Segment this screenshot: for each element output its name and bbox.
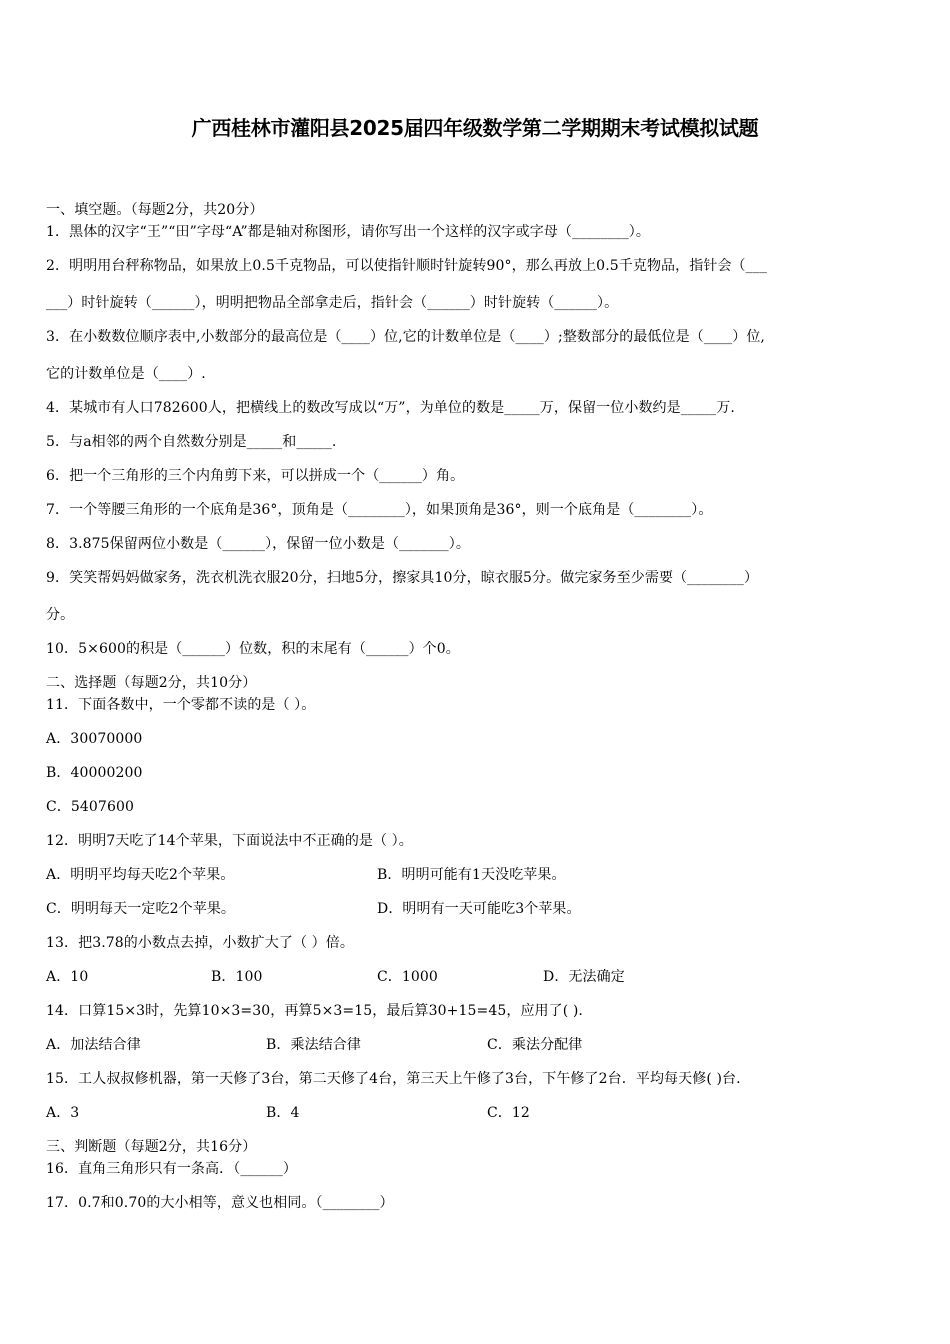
question-13-option-d: D．无法确定 bbox=[543, 969, 625, 985]
section-header-fill-blank: 一、填空题。（每题2分，共20分） bbox=[46, 202, 264, 218]
question-8: 8．3.875保留两位小数是（______），保留一位小数是（_______）。 bbox=[46, 536, 470, 552]
question-12: 12．明明7天吃了14个苹果，下面说法中不正确的是（ ）。 bbox=[46, 833, 413, 849]
question-13-option-a: A．10 bbox=[46, 969, 89, 985]
exam-content bbox=[46, 200, 906, 1227]
question-1: 1．黑体的汉字“王”“田”字母“A”都是轴对称图形，请你写出一个这样的汉字或字母（________）。 bbox=[46, 224, 651, 240]
question-14-option-a: A．加法结合律 bbox=[46, 1037, 141, 1053]
section-header-choice: 二、选择题（每题2分，共10分） bbox=[46, 675, 257, 691]
question-15-options bbox=[46, 1103, 906, 1137]
question-11-option-a: A．30070000 bbox=[46, 731, 143, 747]
question-14-options bbox=[46, 1035, 906, 1069]
question-5: 5．与a相邻的两个自然数分别是_____和_____. bbox=[46, 434, 337, 450]
question-9-line-1: 9．笑笑帮妈妈做家务，洗衣机洗衣服20分，扫地5分，擦家具10分，晾衣服5分。做完家务至少需要（________） bbox=[46, 570, 759, 586]
question-7: 7．一个等腰三角形的一个底角是36°，顶角是（________），如果顶角是36°，则一个底角是（________）。 bbox=[46, 502, 713, 518]
question-6: 6．把一个三角形的三个内角剪下来，可以拼成一个（______）角。 bbox=[46, 468, 465, 484]
question-2-line-2: ___）时针旋转（______），明明把物品全部拿走后，指针会（______）时针旋转（______）。 bbox=[46, 295, 619, 311]
question-17: 17．0.7和0.70的大小相等，意义也相同。（________） bbox=[46, 1195, 394, 1211]
question-12-option-c: C．明明每天一定吃2个苹果。 bbox=[46, 901, 236, 917]
question-14: 14．口算15×3时，先算10×3=30，再算5×3=15，最后算30+15=45，应用了( ). bbox=[46, 1003, 583, 1019]
question-13-option-b: B．100 bbox=[211, 969, 263, 985]
question-12-options-row-1 bbox=[46, 865, 906, 899]
question-12-option-b: B．明明可能有1天没吃苹果。 bbox=[377, 867, 566, 883]
question-15-option-a: A．3 bbox=[46, 1105, 80, 1121]
question-13: 13．把3.78的小数点去掉，小数扩大了（ ）倍。 bbox=[46, 935, 354, 951]
question-14-option-b: B．乘法结合律 bbox=[266, 1037, 361, 1053]
question-9-line-2: 分。 bbox=[46, 607, 75, 623]
question-11-option-c: C．5407600 bbox=[46, 799, 134, 815]
question-4: 4．某城市有人口782600人，把横线上的数改写成以“万”，为单位的数是_____万，保留一位小数约是_____万. bbox=[46, 400, 735, 416]
question-16: 16．直角三角形只有一条高．（______） bbox=[46, 1161, 298, 1177]
question-12-option-a: A．明明平均每天吃2个苹果。 bbox=[46, 867, 235, 883]
question-14-option-c: C．乘法分配律 bbox=[487, 1037, 583, 1053]
page-title: 广西桂林市灌阳县2025届四年级数学第二学期期末考试模拟试题 bbox=[191, 116, 759, 140]
question-10: 10．5×600的积是（______）位数，积的末尾有（______）个0。 bbox=[46, 641, 460, 657]
question-15-option-c: C．12 bbox=[487, 1105, 530, 1121]
question-3-line-2: 它的计数单位是（____）. bbox=[46, 366, 206, 382]
question-15-option-b: B．4 bbox=[266, 1105, 300, 1121]
question-12-option-d: D．明明有一天可能吃3个苹果。 bbox=[377, 901, 581, 917]
question-13-options bbox=[46, 967, 906, 1001]
question-2-line-1: 2．明明用台秤称物品，如果放上0.5千克物品，可以使指针顺时针旋转90°，那么再放上0.5千克物品，指针会（___ bbox=[46, 258, 767, 274]
section-header-true-false: 三、判断题（每题2分，共16分） bbox=[46, 1139, 257, 1155]
question-12-options-row-2 bbox=[46, 899, 906, 933]
question-3-line-1: 3．在小数数位顺序表中,小数部分的最高位是（____）位,它的计数单位是（____）;整数部分的最低位是（____）位, bbox=[46, 329, 765, 345]
question-11: 11．下面各数中，一个零都不读的是（ ）。 bbox=[46, 697, 316, 713]
question-15: 15．工人叔叔修机器，第一天修了3台，第二天修了4台，第三天上午修了3台，下午修了2台．平均每天修( )台. bbox=[46, 1071, 741, 1087]
question-11-option-b: B．40000200 bbox=[46, 765, 143, 781]
question-13-option-c: C．1000 bbox=[377, 969, 438, 985]
